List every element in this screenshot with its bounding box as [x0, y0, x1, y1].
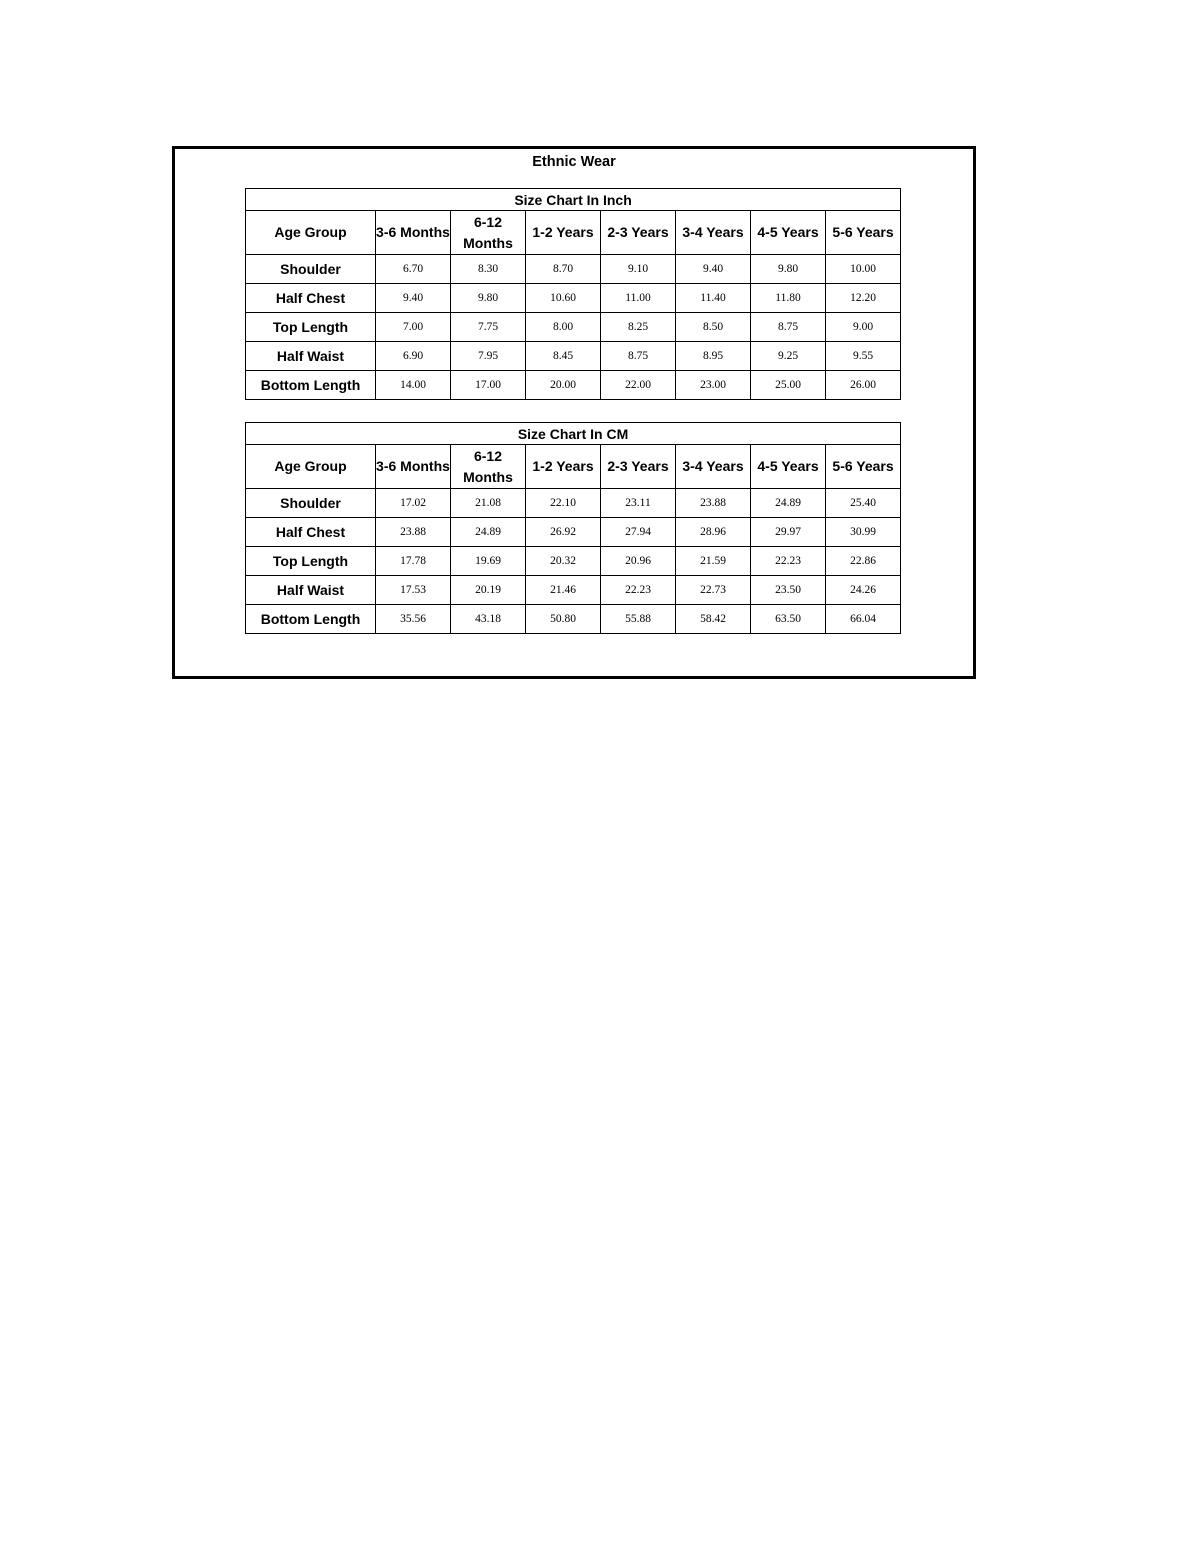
- measurement-label: Half Chest: [246, 518, 376, 547]
- measurement-label: Top Length: [246, 547, 376, 576]
- measurement-value: 17.78: [376, 547, 451, 576]
- table-row: [246, 284, 901, 313]
- measurement-value: 30.99: [826, 518, 901, 547]
- age-column-label: 6-12 Months: [463, 447, 513, 485]
- measurement-label: Shoulder: [246, 489, 376, 518]
- size-chart-cm-table: [245, 422, 901, 634]
- measurement-value: 9.00: [826, 313, 901, 342]
- measurement-value: 17.53: [376, 576, 451, 605]
- age-column-header: [451, 211, 526, 255]
- measurement-value: 25.40: [826, 489, 901, 518]
- measurement-value: 26.92: [526, 518, 601, 547]
- measurement-value: 29.97: [751, 518, 826, 547]
- measurement-value: 8.00: [526, 313, 601, 342]
- size-chart-frame: [172, 146, 976, 679]
- table-caption: Size Chart In CM: [246, 423, 901, 445]
- measurement-value: 17.00: [451, 371, 526, 400]
- age-column-label: 6-12 Months: [463, 213, 513, 251]
- measurement-label: Bottom Length: [246, 605, 376, 634]
- measurement-value: 6.90: [376, 342, 451, 371]
- measurement-value: 6.70: [376, 255, 451, 284]
- measurement-value: 22.73: [676, 576, 751, 605]
- measurement-value: 22.00: [601, 371, 676, 400]
- measurement-value: 24.89: [451, 518, 526, 547]
- size-chart-inch-table: [245, 188, 901, 400]
- measurement-value: 8.70: [526, 255, 601, 284]
- measurement-value: 21.08: [451, 489, 526, 518]
- measurement-value: 9.40: [376, 284, 451, 313]
- table-row: [246, 576, 901, 605]
- age-column-header: [676, 445, 751, 489]
- measurement-value: 8.95: [676, 342, 751, 371]
- age-column-label: 1-2 Years: [532, 458, 594, 474]
- measurement-value: 23.88: [676, 489, 751, 518]
- age-column-label: 3-6 Months: [376, 458, 450, 474]
- measurement-value: 27.94: [601, 518, 676, 547]
- measurement-value: 7.00: [376, 313, 451, 342]
- age-column-label: 4-5 Years: [757, 224, 819, 240]
- measurement-value: 66.04: [826, 605, 901, 634]
- age-column-header: [526, 211, 601, 255]
- measurement-value: 7.75: [451, 313, 526, 342]
- age-column-header: [601, 445, 676, 489]
- measurement-value: 22.86: [826, 547, 901, 576]
- age-group-header: Age Group: [246, 445, 376, 489]
- measurement-value: 55.88: [601, 605, 676, 634]
- table-header-row: [246, 211, 901, 255]
- age-column-label: 3-4 Years: [682, 458, 744, 474]
- measurement-value: 24.26: [826, 576, 901, 605]
- measurement-value: 28.96: [676, 518, 751, 547]
- measurement-value: 9.80: [451, 284, 526, 313]
- measurement-value: 20.19: [451, 576, 526, 605]
- table-row: [246, 313, 901, 342]
- measurement-value: 8.75: [751, 313, 826, 342]
- measurement-value: 11.40: [676, 284, 751, 313]
- measurement-value: 12.20: [826, 284, 901, 313]
- age-column-header: [601, 211, 676, 255]
- measurement-label: Top Length: [246, 313, 376, 342]
- measurement-value: 21.59: [676, 547, 751, 576]
- measurement-value: 20.00: [526, 371, 601, 400]
- measurement-label: Half Waist: [246, 576, 376, 605]
- measurement-value: 50.80: [526, 605, 601, 634]
- measurement-value: 8.75: [601, 342, 676, 371]
- measurement-value: 22.23: [601, 576, 676, 605]
- age-column-header: [376, 445, 451, 489]
- table-row: [246, 518, 901, 547]
- age-group-header: Age Group: [246, 211, 376, 255]
- table-row: [246, 371, 901, 400]
- measurement-value: 58.42: [676, 605, 751, 634]
- age-column-header: [526, 445, 601, 489]
- measurement-value: 8.45: [526, 342, 601, 371]
- measurement-value: 11.80: [751, 284, 826, 313]
- age-column-label: 5-6 Years: [832, 458, 894, 474]
- age-column-label: 1-2 Years: [532, 224, 594, 240]
- table-row: [246, 605, 901, 634]
- age-column-label: 5-6 Years: [832, 224, 894, 240]
- measurement-value: 9.55: [826, 342, 901, 371]
- measurement-value: 22.23: [751, 547, 826, 576]
- measurement-value: 10.00: [826, 255, 901, 284]
- measurement-value: 9.25: [751, 342, 826, 371]
- table-row: [246, 342, 901, 371]
- measurement-value: 19.69: [451, 547, 526, 576]
- age-column-label: 2-3 Years: [607, 458, 669, 474]
- age-column-header: [751, 445, 826, 489]
- age-column-label: 4-5 Years: [757, 458, 819, 474]
- table-caption-row: [246, 189, 901, 211]
- age-column-header: [376, 211, 451, 255]
- measurement-value: 23.50: [751, 576, 826, 605]
- measurement-value: 9.80: [751, 255, 826, 284]
- table-row: [246, 489, 901, 518]
- measurement-value: 25.00: [751, 371, 826, 400]
- measurement-value: 63.50: [751, 605, 826, 634]
- age-column-label: 3-4 Years: [682, 224, 744, 240]
- measurement-value: 9.10: [601, 255, 676, 284]
- measurement-value: 26.00: [826, 371, 901, 400]
- measurement-value: 14.00: [376, 371, 451, 400]
- age-column-header: [826, 211, 901, 255]
- measurement-value: 21.46: [526, 576, 601, 605]
- measurement-value: 20.96: [601, 547, 676, 576]
- measurement-value: 35.56: [376, 605, 451, 634]
- table-header-row: [246, 445, 901, 489]
- age-column-header: [451, 445, 526, 489]
- measurement-value: 8.30: [451, 255, 526, 284]
- measurement-value: 8.50: [676, 313, 751, 342]
- document-title: Ethnic Wear: [532, 154, 616, 170]
- table-caption-row: [246, 423, 901, 445]
- age-column-header: [676, 211, 751, 255]
- measurement-label: Bottom Length: [246, 371, 376, 400]
- measurement-value: 9.40: [676, 255, 751, 284]
- measurement-value: 20.32: [526, 547, 601, 576]
- measurement-label: Shoulder: [246, 255, 376, 284]
- measurement-label: Half Waist: [246, 342, 376, 371]
- measurement-value: 17.02: [376, 489, 451, 518]
- measurement-label: Half Chest: [246, 284, 376, 313]
- table-caption: Size Chart In Inch: [246, 189, 901, 211]
- age-column-label: 3-6 Months: [376, 224, 450, 240]
- measurement-value: 23.00: [676, 371, 751, 400]
- measurement-value: 7.95: [451, 342, 526, 371]
- measurement-value: 11.00: [601, 284, 676, 313]
- age-column-header: [826, 445, 901, 489]
- measurement-value: 8.25: [601, 313, 676, 342]
- measurement-value: 23.11: [601, 489, 676, 518]
- age-column-header: [751, 211, 826, 255]
- measurement-value: 43.18: [451, 605, 526, 634]
- age-column-label: 2-3 Years: [607, 224, 669, 240]
- measurement-value: 24.89: [751, 489, 826, 518]
- table-row: [246, 547, 901, 576]
- measurement-value: 22.10: [526, 489, 601, 518]
- measurement-value: 23.88: [376, 518, 451, 547]
- table-row: [246, 255, 901, 284]
- measurement-value: 10.60: [526, 284, 601, 313]
